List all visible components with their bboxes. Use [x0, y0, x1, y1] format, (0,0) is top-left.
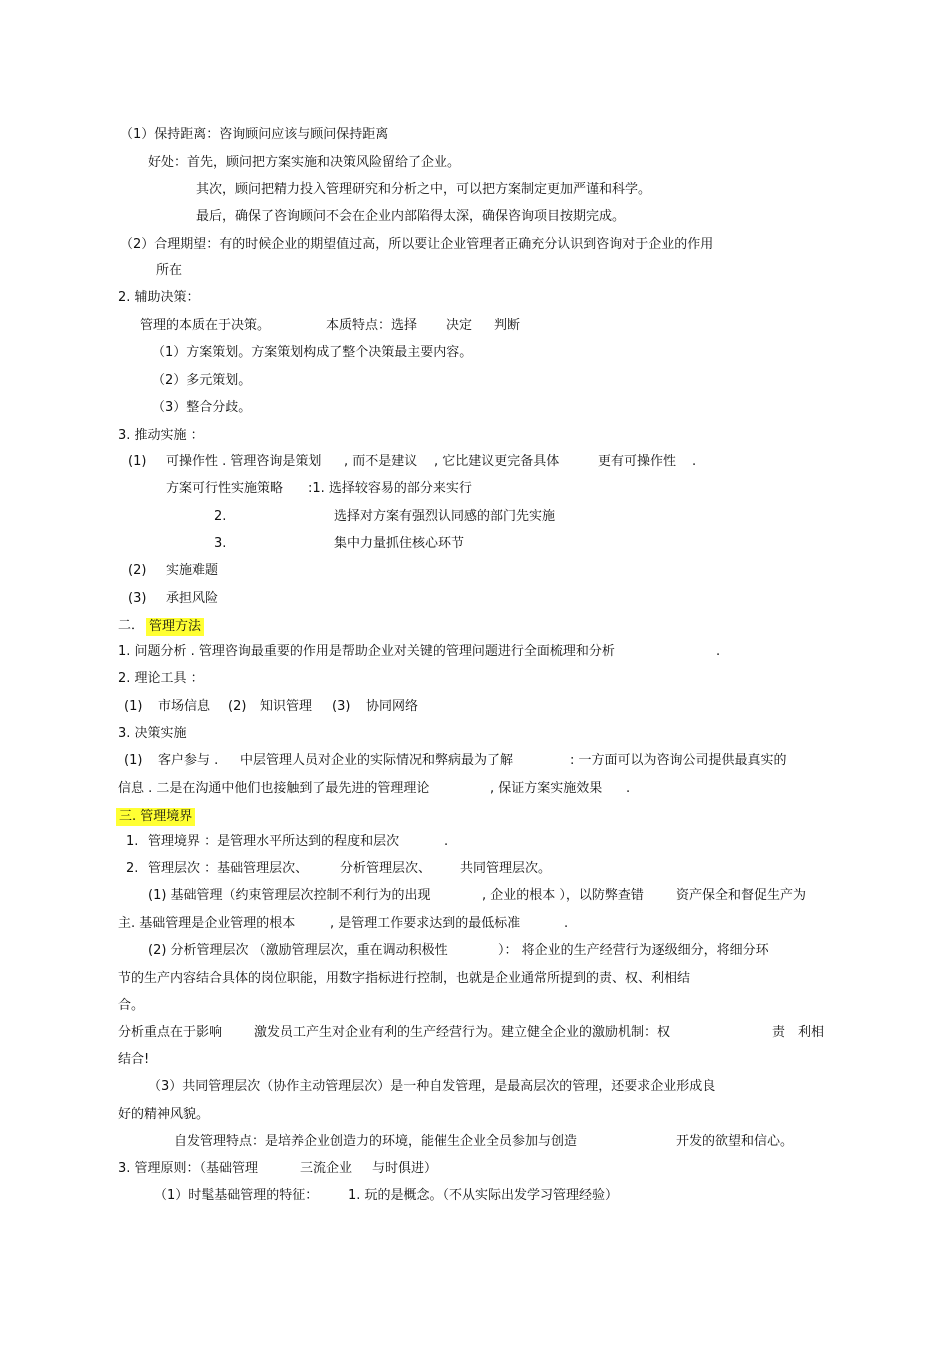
list-item-text: 更有可操作性 [598, 454, 677, 469]
para-text: （3）共同管理层次（协作主动管理层次）是一种自发管理，是最高层次的管理，还要求企业形成良 [148, 1079, 716, 1094]
para-text: 自发管理特点：是培养企业创造力的环境，能催生企业全员参加与创造 [174, 1134, 578, 1149]
list-item-text: （2）多元策划。 [152, 373, 252, 388]
para-text: 激发员工产生对企业有利的生产经营行为。建立健全企业的激励机制：权 [254, 1025, 671, 1040]
para-text: （2）合理期望：有的时候企业的期望值过高，所以要让企业管理者正确充分认识到咨询对于企业的作用 [120, 237, 714, 252]
list-number: (3) [332, 699, 351, 714]
strategy-text: :1. 选择较容易的部分来实行 [308, 481, 472, 496]
para-text: (2) 分析管理层次 （激励管理层次，重在调动积极性 [148, 943, 448, 958]
strategy-text: 集中力量抓住核心环节 [334, 536, 465, 551]
para-text: 决定 [446, 318, 473, 333]
para-text: 好处：首先，顾问把方案实施和决策风险留给了企业。 [148, 155, 461, 170]
para-text: 客户参与 . [158, 753, 219, 768]
list-number: (1) [128, 454, 147, 469]
heading-text: 管理方法 [146, 618, 204, 636]
heading-prefix: 二． [118, 618, 145, 633]
para-text: . [564, 916, 569, 931]
para-text: 本质特点：选择 [326, 318, 418, 333]
para-text: : 一方面可以为咨询公司提供最真实的 [570, 753, 787, 768]
list-number: 1. [126, 834, 139, 849]
list-item-text: 协同网络 [366, 699, 419, 714]
list-item-text: . [444, 834, 449, 849]
para-text: . [716, 644, 721, 659]
list-item-text: 共同管理层次。 [460, 861, 552, 876]
heading-text: 2. 辅助决策： [118, 290, 200, 305]
list-item-text: （1）方案策划。方案策划构成了整个决策最主要内容。 [152, 345, 473, 360]
para-text: , 企业的根本 ），以防弊查错 [482, 888, 644, 903]
list-item-text: 知识管理 [260, 699, 313, 714]
para-text: , 保证方案实施效果 [490, 781, 603, 796]
heading-text: 3. 决策实施 [118, 726, 187, 741]
para-text: 3. 管理原则：（基础管理 [118, 1161, 259, 1176]
para-text: 责 [772, 1025, 786, 1040]
para-text: 结合! [118, 1052, 150, 1067]
para-text: , 是管理工作要求达到的最低标准 [330, 916, 521, 931]
heading-text: 2. 理论工具 ： [118, 671, 204, 686]
list-item-text: 可操作性 . 管理咨询是策划 [166, 454, 322, 469]
para-text: 资产保全和督促生产为 [676, 888, 807, 903]
para-text: 管理的本质在于决策。 [140, 318, 271, 333]
list-item-text: 管理境界 ：是管理水平所达到的程度和层次 [148, 834, 400, 849]
para-text: 信息 . 二是在沟通中他们也接触到了最先进的管理理论 [118, 781, 430, 796]
list-number: (1) [124, 699, 143, 714]
para-text: （1）保持距离：咨询顾问应该与顾问保持距离 [120, 127, 389, 142]
para-text: 主. 基础管理是企业管理的根本 [118, 916, 296, 931]
list-number: (1) [124, 753, 143, 768]
para-text: 三流企业 [300, 1161, 353, 1176]
list-number: 2. [126, 861, 139, 876]
para-text: 1. 问题分析 . 管理咨询最重要的作用是帮助企业对关键的管理问题进行全面梳理和分析 [118, 644, 615, 659]
para-text: 最后，确保了咨询顾问不会在企业内部陷得太深，确保咨询项目按期完成。 [196, 209, 626, 224]
list-item-text: 分析管理层次、 [340, 861, 432, 876]
strategy-number: 3. [214, 536, 227, 551]
para-text: 1. 玩的是概念。（不从实际出发学习管理经验） [348, 1188, 619, 1203]
heading-text: 三. 管理境界 [116, 808, 195, 826]
para-text: 好的精神风貌。 [118, 1107, 210, 1122]
para-text: . [626, 781, 631, 796]
para-text: 分析重点在于影响 [118, 1025, 223, 1040]
para-text: (1) 基础管理（约束管理层次控制不利行为的出现 [148, 888, 431, 903]
list-item-text: 承担风险 [166, 591, 219, 606]
list-number: (2) [228, 699, 247, 714]
para-text: 合。 [118, 998, 145, 1013]
list-item-text: 市场信息 [158, 699, 211, 714]
para-text: 与时俱进） [372, 1161, 438, 1176]
para-text: 判断 [494, 318, 521, 333]
list-item-text: , 它比建议更完备具体 [434, 454, 560, 469]
list-number: (3) [128, 591, 147, 606]
para-text: 所在 [156, 263, 183, 278]
para-text: 节的生产内容结合具体的岗位职能，用数字指标进行控制，也就是企业通常所提到的责、权、利相结 [118, 971, 691, 986]
para-text: 开发的欲望和信心。 [676, 1134, 794, 1149]
list-item-text: （3）整合分歧。 [152, 400, 252, 415]
strategy-number: 2. [214, 509, 227, 524]
heading-text: 3. 推动实施 ： [118, 428, 204, 443]
list-item-text: 管理层次 ：基础管理层次、 [148, 861, 309, 876]
strategy-text: 选择对方案有强烈认同感的部门先实施 [334, 509, 556, 524]
strategy-label: 方案可行性实施策略 [166, 481, 284, 496]
para-text: 中层管理人员对企业的实际情况和弊病最为了解 [240, 753, 514, 768]
list-number: (2) [128, 563, 147, 578]
para-text: 其次，顾问把精力投入管理研究和分析之中，可以把方案制定更加严谨和科学。 [196, 182, 652, 197]
list-item-text: 实施难题 [166, 563, 219, 578]
para-text: （1）时髦基础管理的特征： [154, 1188, 319, 1203]
list-item-text: , 而不是建议 [344, 454, 418, 469]
para-text: ）： 将企业的生产经营行为逐级细分，将细分环 [498, 943, 769, 958]
list-item-text: . [692, 454, 697, 469]
para-text: 利相 [798, 1025, 825, 1040]
